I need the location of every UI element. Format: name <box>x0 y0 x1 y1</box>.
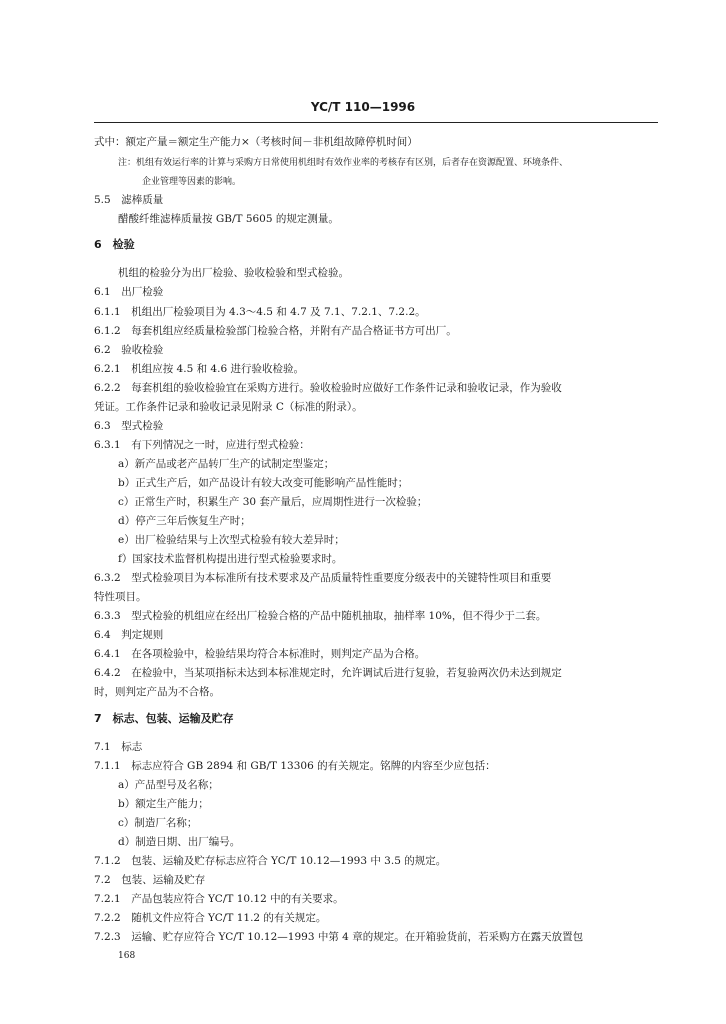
clause: 6.1.1 机组出厂检验项目为 4.3～4.5 和 4.7 及 7.1、7.2.1、7.2.2。 <box>94 306 426 318</box>
clause: 7.2.2 随机文件应符合 YC/T 11.2 的有关规定。 <box>94 912 327 924</box>
clause: 6.2.1 机组应按 4.5 和 4.6 进行验收检验。 <box>94 363 304 375</box>
list-item: a）新产品或老产品转厂生产的试制定型鉴定； <box>118 458 335 470</box>
clause: 7.1.1 标志应符合 GB 2894 和 GB/T 13306 的有关规定。铭牌的内容至少应包括： <box>94 760 496 772</box>
list-item: a）产品型号及名称； <box>118 779 219 791</box>
document-header: YC/T 110—1996 <box>310 100 416 114</box>
list-item: b）正式生产后，如产品设计有较大改变可能影响产品性能时； <box>118 477 409 489</box>
section-heading: 6.1 出厂检验 <box>94 286 164 298</box>
clause-continuation: 凭证。工作条件记录和验收记录见附录 C（标准的附录）。 <box>94 401 363 413</box>
clause: 6.1.2 每套机组应经质量检验部门检验合格，并附有产品合格证书方可出厂。 <box>94 325 457 337</box>
note-line: 注：机组有效运行率的计算与采购方日常使用机组时有效作业率的考核存有区别，后者存在资源配置、环境条件、 <box>118 158 569 168</box>
section-heading: 6.2 验收检验 <box>94 344 164 356</box>
paragraph: 机组的检验分为出厂检验、验收检验和型式检验。 <box>118 267 349 279</box>
section-heading: 6.4 判定规则 <box>94 629 164 641</box>
section-heading: 7.1 标志 <box>94 741 143 753</box>
list-item: c）正常生产时，积累生产 30 套产量后，应周期性进行一次检验； <box>118 496 428 508</box>
list-item: c）制造厂名称； <box>118 817 198 829</box>
clause: 6.3.1 有下列情况之一时，应进行型式检验： <box>94 439 310 451</box>
note-line: 企业管理等因素的影响。 <box>142 177 242 187</box>
clause: 7.2.1 产品包装应符合 YC/T 10.12 中的有关要求。 <box>94 893 344 905</box>
list-item: d）停产三年后恢复生产时； <box>118 515 251 527</box>
list-item: e）出厂检验结果与上次型式检验有较大差异时； <box>118 534 345 546</box>
paragraph: 醋酸纤维滤棒质量按 GB/T 5605 的规定测量。 <box>118 213 339 225</box>
list-item: b）额定生产能力； <box>118 798 209 810</box>
clause: 6.4.2 在检验中，当某项指标未达到本标准规定时，允许调试后进行复验，若复验两次仍未达到规定 <box>94 667 562 679</box>
clause: 6.3.3 型式检验的机组应在经出厂检验合格的产品中随机抽取，抽样率 10%，但不得少于二套。 <box>94 610 547 622</box>
section-heading: 6.3 型式检验 <box>94 420 164 432</box>
section-heading: 7.2 包装、运输及贮存 <box>94 874 206 886</box>
clause: 6.4.1 在各项检验中，检验结果均符合本标准时，则判定产品为合格。 <box>94 648 426 660</box>
chapter-heading: 7 标志、包装、运输及贮存 <box>94 712 234 725</box>
header-rule <box>94 122 658 123</box>
page-number: 168 <box>118 951 136 961</box>
clause-continuation: 特性项目。 <box>94 591 147 603</box>
clause: 6.3.2 型式检验项目为本标准所有技术要求及产品质量特性重要度分级表中的关键特性项目和重要 <box>94 572 552 584</box>
formula-line: 式中：额定产量＝额定生产能力×（考核时间－非机组故障停机时间） <box>94 136 418 148</box>
chapter-heading: 6 检验 <box>94 238 135 251</box>
clause: 7.1.2 包装、运输及贮存标志应符合 YC/T 10.12—1993 中 3.5 的规定。 <box>94 855 447 867</box>
clause-continuation: 时，则判定产品为不合格。 <box>94 686 220 698</box>
clause: 7.2.3 运输、贮存应符合 YC/T 10.12—1993 中第 4 章的规定。在开箱验货前，若采购方在露天放置包 <box>94 931 584 943</box>
section-heading: 5.5 滤棒质量 <box>94 194 164 206</box>
list-item: d）制造日期、出厂编号。 <box>118 836 241 848</box>
list-item: f）国家技术监督机构提出进行型式检验要求时。 <box>118 553 343 565</box>
clause: 6.2.2 每套机组的验收检验宜在采购方进行。验收检验时应做好工作条件记录和验收记录，作为验收 <box>94 382 562 394</box>
